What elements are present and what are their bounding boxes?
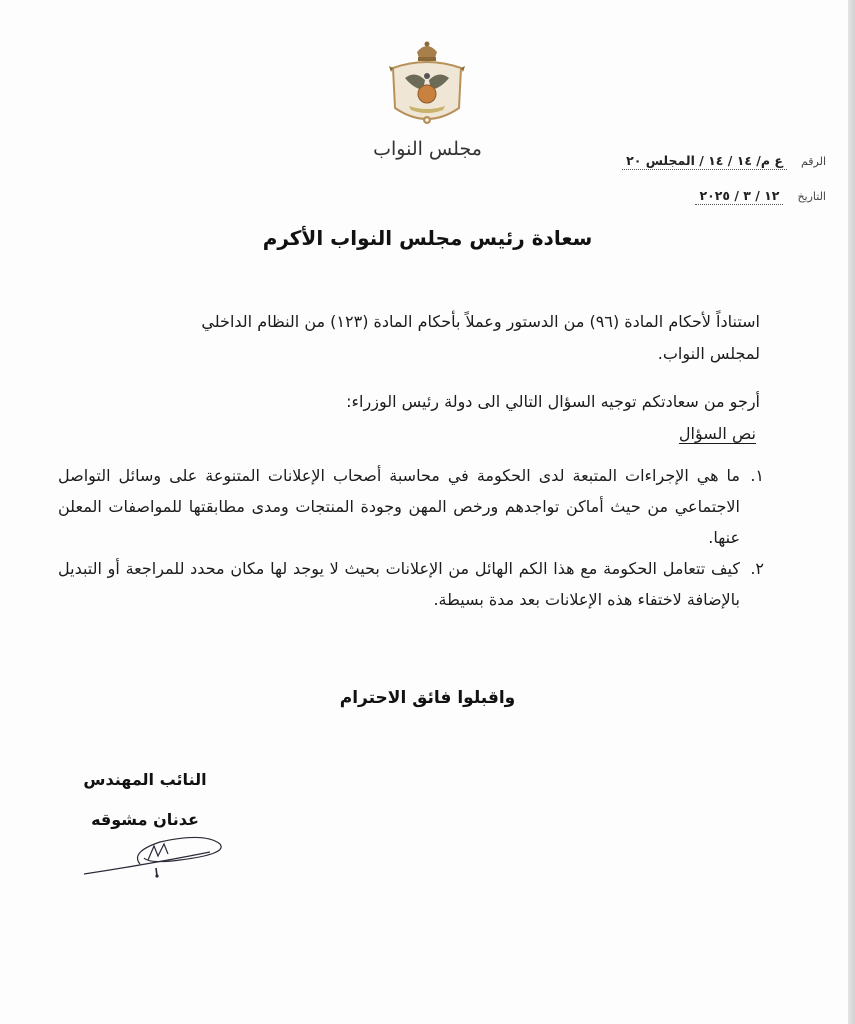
question-item: [58, 460, 764, 553]
institution-name-calligraphy: مجلس النواب: [373, 138, 482, 160]
question-number: ١.: [750, 466, 764, 485]
date-label: التاريخ: [797, 190, 826, 203]
intro-line-2: لمجلس النواب.: [657, 344, 760, 363]
question-item: [58, 553, 764, 615]
page-edge-shadow: [848, 0, 855, 1024]
reference-label: الرقم: [800, 155, 826, 168]
reference-row: [622, 153, 826, 170]
intro-line-1: استناداً لأحكام المادة (٩٦) من الدستور وعملاً بأحكام المادة (١٢٣) من النظام الداخلي: [201, 312, 760, 331]
question-heading: نص السؤال: [678, 424, 756, 443]
question-text: كيف تتعامل الحكومة مع هذا الكم الهائل من الإعلانات بحيث لا يوجد لها مكان محدد للمراجعة أو التبديل بالإضافة لاختفاء هذه الإعلانات بعد مدة بسيطة.: [58, 559, 740, 609]
addressee-heading: سعادة رئيس مجلس النواب الأكرم: [262, 226, 593, 250]
handwritten-signature: [80, 830, 230, 880]
date-row: [695, 188, 826, 205]
question-number: ٢.: [750, 559, 764, 578]
question-text: ما هي الإجراءات المتبعة لدى الحكومة في محاسبة أصحاب الإعلانات المتنوعة على وسائل التواصل الاجتماعي من حيث أماكن تواجدهم ورخص المهن وجودة المنتجات ومدى مطابقتها للمواصفات المعلن عنها.: [58, 466, 740, 547]
question-list: [58, 460, 764, 615]
intro-paragraph: [60, 306, 760, 370]
request-paragraph: أرجو من سعادتكم توجيه السؤال التالي الى دولة رئيس الوزراء:: [346, 392, 760, 411]
signatory-name: عدنان مشوقه: [91, 810, 199, 829]
reference-value: ع م/ ١٤ / ١٤ / المجلس ٢٠: [622, 153, 787, 170]
coat-of-arms-emblem: [385, 38, 469, 133]
signatory-title: النائب المهندس: [83, 770, 207, 789]
date-value: ١٢ / ٣ / ٢٠٢٥: [695, 188, 783, 205]
closing-salutation: واقبلوا فائق الاحترام: [339, 688, 516, 708]
